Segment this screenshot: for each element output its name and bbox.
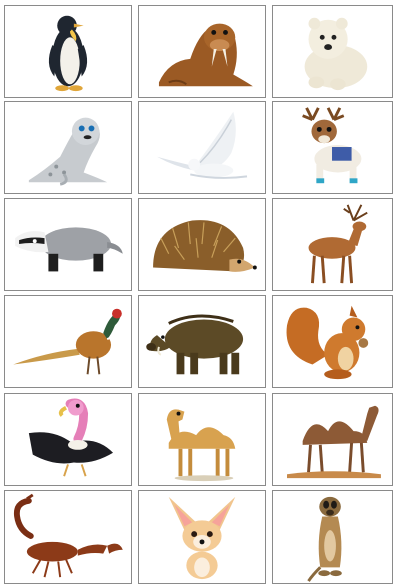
hedgehog-icon — [139, 199, 265, 290]
camel-icon — [273, 394, 392, 485]
vulture-icon — [5, 394, 131, 485]
deer-icon — [273, 199, 392, 290]
reindeer-icon — [273, 102, 392, 193]
card-deer[interactable] — [272, 198, 393, 291]
squirrel-icon — [273, 296, 392, 387]
card-vulture[interactable] — [4, 393, 132, 486]
card-wild-boar[interactable] — [138, 295, 266, 388]
card-hedgehog[interactable] — [138, 198, 266, 291]
badger-icon — [5, 199, 131, 290]
card-badger[interactable] — [4, 198, 132, 291]
meerkat-icon — [273, 491, 392, 583]
penguin-icon — [5, 6, 131, 97]
card-polar-bear[interactable] — [272, 5, 393, 98]
card-scorpion[interactable] — [4, 490, 132, 584]
wild-boar-icon — [139, 296, 265, 387]
card-fennec-fox[interactable] — [138, 490, 266, 584]
polar-bear-cub-icon — [273, 6, 392, 97]
card-reindeer[interactable] — [272, 101, 393, 194]
card-walrus[interactable] — [138, 5, 266, 98]
card-camel[interactable] — [272, 393, 393, 486]
card-camel-cartoon[interactable] — [138, 393, 266, 486]
card-snowy-owl[interactable] — [138, 101, 266, 194]
camel-cartoon-icon — [139, 394, 265, 485]
snowy-owl-icon — [139, 102, 265, 193]
fennec-fox-icon — [139, 491, 265, 583]
card-seal[interactable] — [4, 101, 132, 194]
walrus-icon — [139, 6, 265, 97]
card-squirrel[interactable] — [272, 295, 393, 388]
scorpion-icon — [5, 491, 131, 583]
card-meerkat[interactable] — [272, 490, 393, 584]
card-penguin[interactable] — [4, 5, 132, 98]
seal-icon — [5, 102, 131, 193]
pheasant-icon — [5, 296, 131, 387]
card-pheasant[interactable] — [4, 295, 132, 388]
